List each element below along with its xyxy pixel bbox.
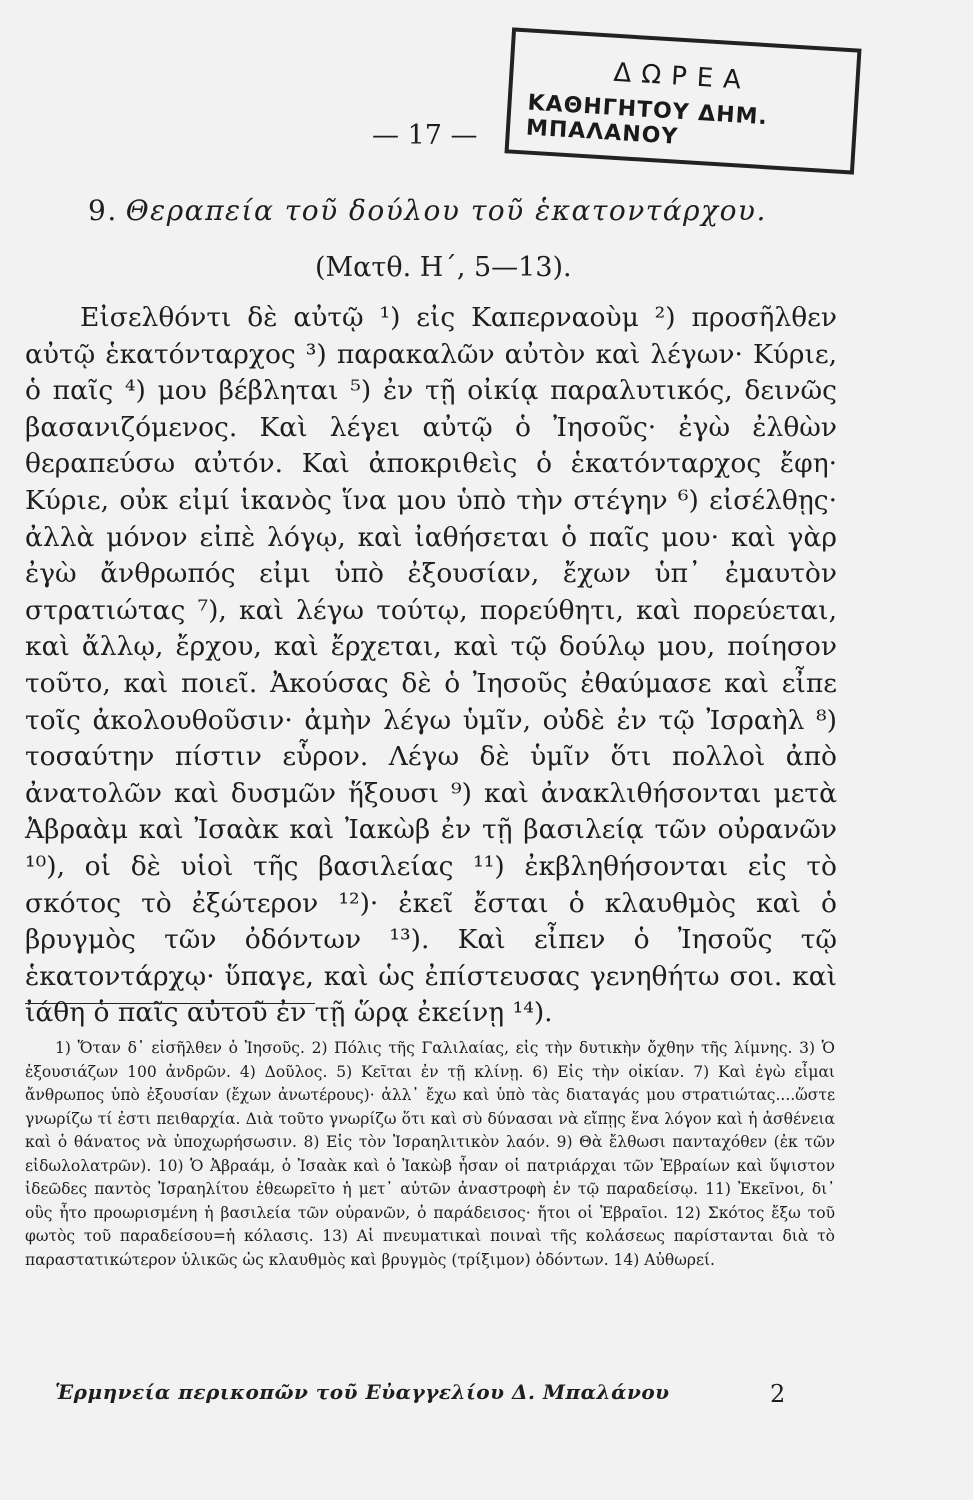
section-title [88, 194, 767, 227]
footnote-divider [25, 1003, 315, 1004]
scripture-reference: (Ματθ. Η΄, 5—13). [315, 252, 572, 283]
stamp-line-1: ΔΩΡΕΑ [612, 57, 752, 97]
donation-stamp [504, 27, 861, 174]
body-paragraph: Εἰσελθόντι δὲ αὐτῷ ¹) εἰς Καπερναοὺμ ²) προσῆλθεν αὐτῷ ἑκατόνταρχος ³) παρακαλῶν αὐτὸν καὶ λέγων· Κύριε, ὁ παῖς ⁴) μου βέβληται ⁵) ἐν τῇ οἰκίᾳ παραλυτικός, δεινῶς βασανιζόμενος. Καὶ λέγει αὐτῷ ὁ Ἰησοῦς· ἐγὼ ἐλθὼν θεραπεύσω αὐτόν. Καὶ ἀποκριθεὶς ὁ ἑκατόνταρχος ἔφη· Κύριε, οὐκ εἰμί ἱκανὸς ἵνα μου ὑπὸ τὴν στέγην ⁶) εἰσέλθῃς· ἀλλὰ μόνον εἰπὲ λόγῳ, καὶ ἰαθήσεται ὁ παῖς μου· καὶ γὰρ ἐγὼ ἄνθρωπός εἰμι ὑπὸ ἐξουσίαν, ἔχων ὑπ᾽ ἐμαυτὸν στρατιώτας ⁷), καὶ λέγω τούτῳ, πορεύθητι, καὶ πορεύεται, καὶ ἄλλῳ, ἔρχου, καὶ ἔρχεται, καὶ τῷ δούλῳ μου, ποίησον τοῦτο, καὶ ποιεῖ. Ἀκούσας δὲ ὁ Ἰησοῦς ἐθαύμασε καὶ εἶπε τοῖς ἀκολουθοῦσιν· ἀμὴν λέγω ὑμῖν, οὐδὲ ἐν τῷ Ἰσραὴλ ⁸) τοσαύτην πίστιν εὗρον. Λέγω δὲ ὑμῖν ὅτι πολλοὶ ἀπὸ ἀνατολῶν καὶ δυσμῶν ἥξουσι ⁹) καὶ ἀνακλιθήσονται μετὰ Ἀβραὰμ καὶ Ἰσαὰκ καὶ Ἰακὼβ ἐν τῇ βασιλείᾳ τῶν οὐρανῶν ¹⁰), οἱ δὲ υἱοὶ τῆς βασιλείας ¹¹) ἐκβληθήσονται εἰς τὸ σκότος τὸ ἐξώτερον ¹²)· ἐκεῖ ἔσται ὁ κλαυθμὸς καὶ ὁ βρυγμὸς τῶν ὀδόντων ¹³). Καὶ εἶπεν ὁ Ἰησοῦς τῷ ἑκατοντάρχῳ· ὕπαγε, καὶ ὡς ἐπίστευσας γενηθήτω σοι. καὶ ἰάθη ὁ παῖς αὐτοῦ ἐν τῇ ὥρᾳ ἐκείνῃ ¹⁴). [25, 302, 837, 1029]
sheet-number: 2 [770, 1380, 786, 1408]
stamp-line-2: ΚΑΘΗΓΗΤΟΥ ΔΗΜ. ΜΠΑΛΑΝΟΥ [525, 90, 769, 150]
book-title-footer: Ἑρμηνεία περικοπῶν τοῦ Εὐαγγελίου Δ. Μπαλάνου [55, 1380, 670, 1404]
section-title-text: Θεραπεία τοῦ δούλου τοῦ ἑκατοντάρχου. [125, 194, 767, 227]
section-number: 9. [88, 194, 118, 227]
footnotes: 1) Ὅταν δ᾽ εἰσῆλθεν ὁ Ἰησοῦς. 2) Πόλις τῆς Γαλιλαίας, εἰς τὴν δυτικὴν ὄχθην τῆς λίμνης. 3) Ὁ ἐξουσιάζων 100 ἀνδρῶν. 4) Δοῦλος. 5) Κεῖται ἐν τῇ κλίνῃ. 6) Εἰς τὴν οἰκίαν. 7) Καὶ ἐγὼ εἶμαι ἄνθρωπος ὑπὸ ἐξουσίαν (ἔχων ἀνωτέρους)· ἀλλ᾽ ἔχω καὶ ὑπὸ τὰς διαταγάς μου στρατιώτας....ὥστε γνωρίζω τί ἐστι πειθαρχία. Διὰ τοῦτο γνωρίζω ὅτι καὶ σὺ δύνασαι νὰ εἴπῃς ἕνα λόγον καὶ ἡ ἀσθένεια καὶ ὁ θάνατος νὰ ὑποχωρήσωσιν. 8) Εἰς τὸν Ἰσραηλιτικὸν λαόν. 9) Θὰ ἔλθωσι πανταχόθεν (ἐκ τῶν εἰδωλολατρῶν). 10) Ὁ Ἀβραάμ, ὁ Ἰσαὰκ καὶ ὁ Ἰακὼβ ἦσαν οἱ πατριάρχαι τῶν Ἑβραίων καὶ ὕψιστον ἰδεῶδες παντὸς Ἰσραηλίτου ἐθεωρεῖτο ἡ μετ᾽ αὐτῶν ἀναστροφὴ ἐν τῷ παραδείσῳ. 11) Ἐκεῖνοι, δι᾽ οὓς ἦτο προωρισμένη ἡ βασιλεία τῶν οὐρανῶν, ὁ παράδεισος· ἤτοι οἱ Ἑβραῖοι. 12) Σκότος ἔξω τοῦ φωτὸς τοῦ παραδείσου=ἡ κόλασις. 13) Αἱ πνευματικαὶ ποιναὶ τῆς κολάσεως παρίστανται διὰ τὸ παραστατικώτερον ὑλικῶς ὡς κλαυθμὸς καὶ βρυγμὸς (τρίξιμον) ὀδόντων. 14) Αὐθωρεί. [25, 1039, 835, 1269]
page-number: — 17 — [372, 120, 478, 151]
